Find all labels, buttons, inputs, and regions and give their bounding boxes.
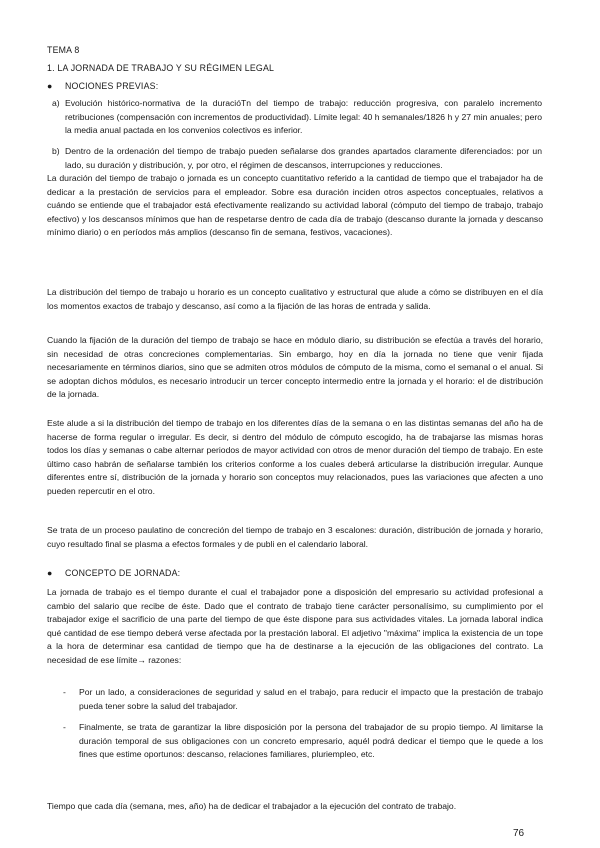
list-item-text: Dentro de la ordenación del tiempo de trabajo pueden señalarse dos grandes apartados claramente diferenciados: por un lado, su duración y distribución, y, por otro, el régimen de descansos, interrupciones y reducciones. <box>65 146 542 170</box>
dash-item-seguridad <box>47 686 543 713</box>
dash-item-text: Finalmente, se trata de garantizar la libre disposición por la persona del trabajador de su propio tiempo. Al limitarse la duración temporal de sus obligaciones con un concreto empresario, aquél podrá dedicar el tiempo que le quede a los fines que estime oportunos: descanso, relaciones familiares, pluriempleo, etc. <box>79 722 543 760</box>
list-item-b <box>52 145 542 172</box>
list-item-marker: a) <box>52 98 60 108</box>
bullet-heading-label: NOCIONES PREVIAS: <box>65 81 159 91</box>
dash-item-libre-disposicion <box>47 721 543 762</box>
bullet-icon: ● <box>47 568 53 578</box>
bullet-heading-nociones <box>47 80 158 94</box>
paragraph-regularidad: Este alude a si la distribución del tiempo de trabajo en los diferentes días de la semana o en las distintas semanas del año ha de hacerse de forma regular o irregular. Es decir, si dentro del módulo de cómputo escogido, ha de trabajarse las mismas horas todos los días y semanas o cabe alternar periodos de mayor actividad con otros de menor duración del tiempo de trabajo. En este último caso habrán de señalarse también los criterios conforme a los cuales deberá articularse la distribución irregular. Aunque diferentes entre sí, distribución de la jornada y horario son conceptos muy relacionados, pues las variaciones que afecten a uno pueden repercutir en el otro. <box>47 418 543 496</box>
list-item-a <box>52 97 542 138</box>
paragraph-escalones: Se trata de un proceso paulatino de concreción del tiempo de trabajo en 3 escalones: duración, distribución de jornada y horario, cuyo resultado final se plasma a efectos formales y de publi en el calendario laboral. <box>47 525 543 549</box>
paragraph-fijacion: Cuando la fijación de la duración del tiempo de trabajo se hace en módulo diario, su distribución se efectúa a través del horario, sin necesidad de otras concreciones complementarias. Sin embargo, hoy en día la jornada no tiene que venir fijada necesariamente en términos diarios, sino que se admiten otros módulos de cómputo de la misma, como el semanal o el anual. Si se adoptan dichos módulos, es necesario introducir un tercer concepto intermedio entre la jornada y el horario: el de distribución de la jornada. <box>47 335 543 400</box>
bullet-heading-jornada <box>47 567 180 581</box>
paragraph-duracion: La duración del tiempo de trabajo o jornada es un concepto cuantitativo referido a la cantidad de tiempo que el trabajador ha de dedicar a la prestación de servicios para el empleador. Sobre esa duración inciden otros aspectos conceptuales, relativos a cuándo se entiende que el trabajador está efectivamente realizando su actividad laboral (cómputo del tiempo de trabajo, trabajo efectivo) y los descansos mínimos que han de respetarse dentro de cada día de trabajo (descanso durante la jornada y descanso mínimo diario) o en períodos más amplios (descanso fin de semana, festivos, vacaciones). <box>47 173 543 238</box>
dash-item-text: Por un lado, a consideraciones de seguridad y salud en el trabajo, para reducir el impacto que la prestación de trabajo pueda tener sobre la salud del trabajador. <box>79 687 543 711</box>
dash-marker: - <box>63 722 66 732</box>
bullet-heading-label: CONCEPTO DE JORNADA: <box>65 568 181 578</box>
bullet-icon: ● <box>47 81 53 91</box>
topic-heading: TEMA 8 <box>47 45 80 55</box>
section-title: 1. LA JORNADA DE TRABAJO Y SU RÉGIMEN LEGAL <box>47 63 275 73</box>
paragraph-distribucion: La distribución del tiempo de trabajo u horario es un concepto cualitativo y estructural que alude a cómo se distribuyen en el día los momentos exactos de trabajo y descanso, así como a la fijación de las horas de entrada y salida. <box>47 287 543 311</box>
paragraph-concepto-jornada: La jornada de trabajo es el tiempo durante el cual el trabajador pone a disposición del empresario su actividad profesional a cambio del salario que recibe de éste. Dado que el contrato de trabajo tiene carácter personalísimo, su cumplimiento por el trabajador exige el sacrificio de una parte del tiempo de que éste dispone para sus actividades vitales. La jornada laboral indica qué cantidad de ese tiempo deberá verse afectada por la prestación laboral. El adjetivo "máxima" implica la existencia de un tope a la hora de determinar esa cantidad de tiempo que ha de destinarse a la ejecución de las obligaciones del contrato. La necesidad de ese límite→ razones: <box>47 587 543 665</box>
dash-marker: - <box>63 687 66 697</box>
list-item-text: Evolución histórico-normativa de la duracióTn del tiempo de trabajo: reducción progresiva, con paralelo incremento retribuciones (compensación con incrementos de productividad). Límite legal: 40 h semanales/1826 h y 27 min anuales; pero la media anual pactada en los convenios colectivos es inferior. <box>65 98 542 136</box>
page-number: 76 <box>513 828 525 839</box>
paragraph-cierre: Tiempo que cada día (semana, mes, año) ha de dedicar el trabajador a la ejecución del contrato de trabajo. <box>47 801 457 811</box>
list-item-marker: b) <box>52 146 60 156</box>
